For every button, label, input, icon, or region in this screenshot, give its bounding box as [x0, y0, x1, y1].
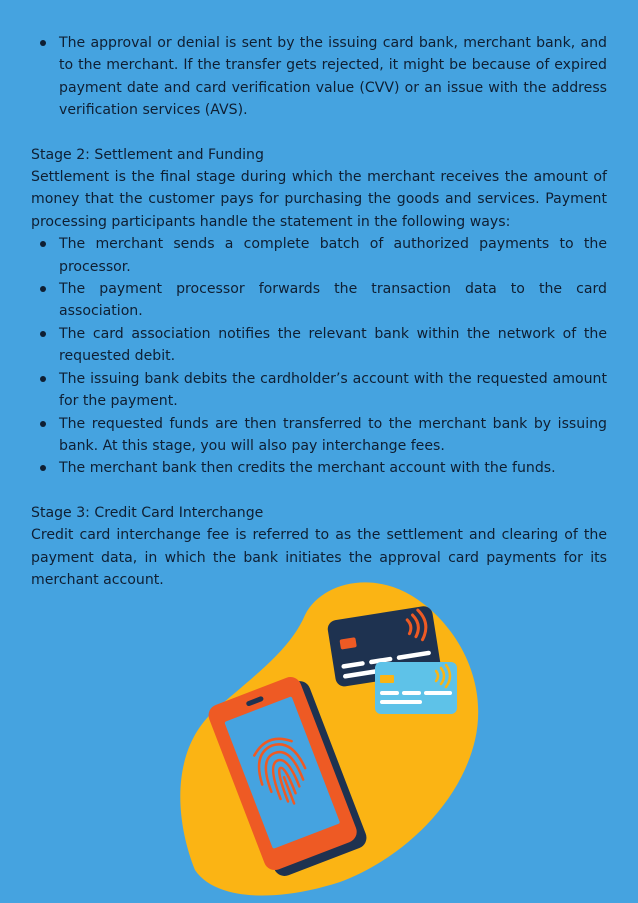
credit-card-icon — [375, 662, 457, 714]
list-item: The merchant sends a complete batch of authorized payments to the processor. — [31, 233, 607, 278]
stage-2-intro: Settlement is the final stage during which the merchant receives the amount of money that the customer pays for purchasing the goods and services. Payment processing participants handle the statement in the following ways: — [31, 169, 607, 230]
list-item: The merchant bank then credits the merchant account with the funds. — [31, 457, 607, 479]
bullet-list-approval — [31, 32, 607, 122]
stage-3-heading: Stage 3: Credit Card Interchange — [31, 504, 264, 521]
list-item: The payment processor forwards the transaction data to the card association. — [31, 278, 607, 323]
stage-3-body: Credit card interchange fee is referred to as the settlement and clearing of the payment data, in which the bank initiates the approval card payments for its merchant account. — [31, 527, 607, 588]
list-item: The issuing bank debits the cardholder’s account with the requested amount for the payment. — [31, 368, 607, 413]
bullet-list-settlement — [31, 233, 607, 479]
list-item: The requested funds are then transferred to the merchant bank by issuing bank. At this stage, you will also pay interchange fees. — [31, 413, 607, 458]
stage-2-heading: Stage 2: Settlement and Funding — [31, 146, 264, 163]
document-body — [31, 32, 607, 591]
list-item: The approval or denial is sent by the issuing card bank, merchant bank, and to the merchant. If the transfer gets rejected, it might be because of expired payment date and card verification value (CVV) or an issue with the address verification services (AVS). — [31, 32, 607, 122]
payment-illustration — [0, 580, 638, 903]
list-item: The card association notifies the relevant bank within the network of the requested debit. — [31, 323, 607, 368]
